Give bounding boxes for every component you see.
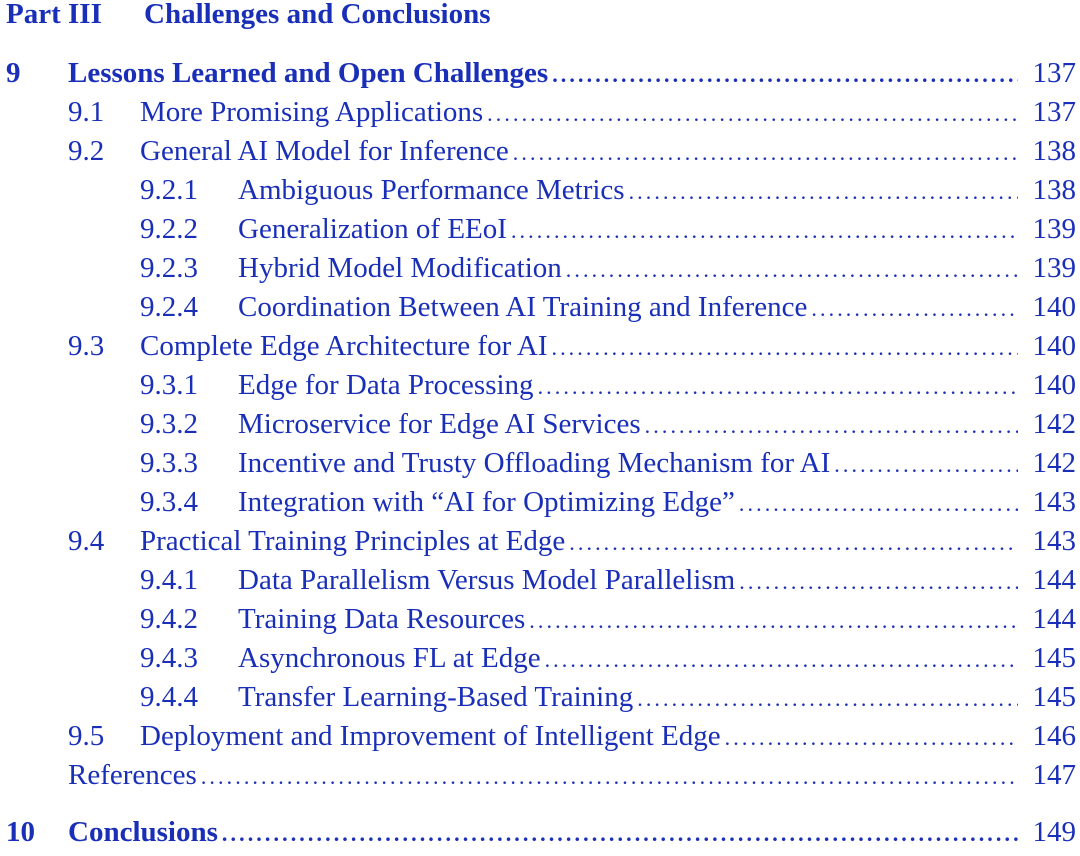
- page-number: 146: [1032, 720, 1076, 752]
- leader-dots: [569, 523, 1018, 563]
- leader-dots: [222, 814, 1018, 854]
- subsection-number: 9.4.1: [140, 564, 198, 596]
- subsection-number: 9.3.1: [140, 369, 198, 401]
- section-title: General AI Model for Inference: [140, 135, 509, 167]
- leader-dots: [637, 679, 1018, 719]
- toc-subsection-9-2-4[interactable]: [140, 287, 1076, 327]
- subsection-number: 9.3.2: [140, 408, 198, 440]
- leader-dots: [511, 211, 1018, 251]
- subsection-title: Generalization of EEoI: [238, 213, 507, 245]
- page-number: 140: [1032, 330, 1076, 362]
- leader-dots: [529, 601, 1018, 641]
- leader-dots: [201, 757, 1018, 797]
- toc-references[interactable]: [68, 755, 1076, 795]
- references-title: References: [68, 759, 197, 791]
- subsection-number: 9.4.2: [140, 603, 198, 635]
- page-number: 139: [1032, 252, 1076, 284]
- page-number: 143: [1032, 486, 1076, 518]
- toc-section-9-3[interactable]: [68, 326, 1076, 366]
- toc-section-9-4[interactable]: [68, 521, 1076, 561]
- page-number: 144: [1032, 603, 1076, 635]
- leader-dots: [551, 328, 1018, 368]
- toc-section-9-5[interactable]: [68, 716, 1076, 756]
- leader-dots: [629, 172, 1018, 212]
- subsection-number: 9.2.1: [140, 174, 198, 206]
- page-number: 138: [1032, 135, 1076, 167]
- section-title: Deployment and Improvement of Intelligent Edge: [140, 720, 721, 752]
- page-number: 147: [1032, 759, 1076, 791]
- leader-dots: [811, 289, 1018, 329]
- subsection-title: Edge for Data Processing: [238, 369, 534, 401]
- subsection-title: Data Parallelism Versus Model Parallelism: [238, 564, 736, 596]
- subsection-title: Transfer Learning-Based Training: [238, 681, 634, 713]
- part-title: Challenges and Conclusions: [144, 0, 491, 30]
- section-title: Complete Edge Architecture for AI: [140, 330, 548, 362]
- subsection-number: 9.2.3: [140, 252, 198, 284]
- subsection-number: 9.4.3: [140, 642, 198, 674]
- part-number: Part III: [6, 0, 102, 30]
- toc-subsection-9-3-4[interactable]: [140, 482, 1076, 522]
- subsection-title: Microservice for Edge AI Services: [238, 408, 641, 440]
- toc-subsection-9-3-2[interactable]: [140, 404, 1076, 444]
- section-number: 9.1: [68, 96, 105, 128]
- section-number: 9.2: [68, 135, 105, 167]
- leader-dots: [725, 718, 1018, 758]
- toc-subsection-9-4-3[interactable]: [140, 638, 1076, 678]
- toc-subsection-9-4-2[interactable]: [140, 599, 1076, 639]
- toc-subsection-9-4-4[interactable]: [140, 677, 1076, 717]
- page-number: 145: [1032, 681, 1076, 713]
- subsection-title: Coordination Between AI Training and Inference: [238, 291, 808, 323]
- subsection-title: Ambiguous Performance Metrics: [238, 174, 625, 206]
- subsection-number: 9.4.4: [140, 681, 198, 713]
- section-number: 9.5: [68, 720, 105, 752]
- toc-subsection-9-2-3[interactable]: [140, 248, 1076, 288]
- leader-dots: [538, 367, 1018, 407]
- toc-subsection-9-4-1[interactable]: [140, 560, 1076, 600]
- leader-dots: [834, 445, 1018, 485]
- section-number: 9.3: [68, 330, 105, 362]
- page-number: 137: [1032, 96, 1076, 128]
- leader-dots: [513, 133, 1018, 173]
- page-number: 137: [1032, 57, 1076, 89]
- page-number: 143: [1032, 525, 1076, 557]
- page-number: 144: [1032, 564, 1076, 596]
- chapter-title: Conclusions: [68, 816, 218, 848]
- subsection-number: 9.2.2: [140, 213, 198, 245]
- toc-chapter-9[interactable]: [6, 53, 1076, 93]
- subsection-number: 9.3.3: [140, 447, 198, 479]
- toc-subsection-9-2-2[interactable]: [140, 209, 1076, 249]
- section-number: 9.4: [68, 525, 105, 557]
- subsection-title: Training Data Resources: [238, 603, 526, 635]
- chapter-title: Lessons Learned and Open Challenges: [68, 57, 549, 89]
- subsection-title: Hybrid Model Modification: [238, 252, 562, 284]
- section-title: More Promising Applications: [140, 96, 484, 128]
- section-title: Practical Training Principles at Edge: [140, 525, 566, 557]
- page-number: 149: [1032, 816, 1076, 848]
- toc-section-9-2[interactable]: [68, 131, 1076, 171]
- page-number: 142: [1032, 447, 1076, 479]
- page-number: 145: [1032, 642, 1076, 674]
- page-number: 140: [1032, 291, 1076, 323]
- page-number: 140: [1032, 369, 1076, 401]
- toc-section-9-1[interactable]: [68, 92, 1076, 132]
- toc-subsection-9-3-3[interactable]: [140, 443, 1076, 483]
- page-number: 138: [1032, 174, 1076, 206]
- toc-subsection-9-2-1[interactable]: [140, 170, 1076, 210]
- subsection-number: 9.2.4: [140, 291, 198, 323]
- leader-dots: [739, 484, 1018, 524]
- toc-chapter-10[interactable]: [6, 812, 1076, 852]
- leader-dots: [552, 55, 1018, 95]
- page-number: 142: [1032, 408, 1076, 440]
- chapter-number: 9: [6, 57, 21, 89]
- chapter-number: 10: [6, 816, 35, 848]
- subsection-title: Integration with “AI for Optimizing Edge”: [238, 486, 735, 518]
- toc-subsection-9-3-1[interactable]: [140, 365, 1076, 405]
- subsection-title: Asynchronous FL at Edge: [238, 642, 541, 674]
- leader-dots: [566, 250, 1018, 290]
- leader-dots: [487, 94, 1018, 134]
- leader-dots: [545, 640, 1018, 680]
- subsection-number: 9.3.4: [140, 486, 198, 518]
- leader-dots: [739, 562, 1018, 602]
- subsection-title: Incentive and Trusty Offloading Mechanism for AI: [238, 447, 831, 479]
- page-number: 139: [1032, 213, 1076, 245]
- leader-dots: [645, 406, 1018, 446]
